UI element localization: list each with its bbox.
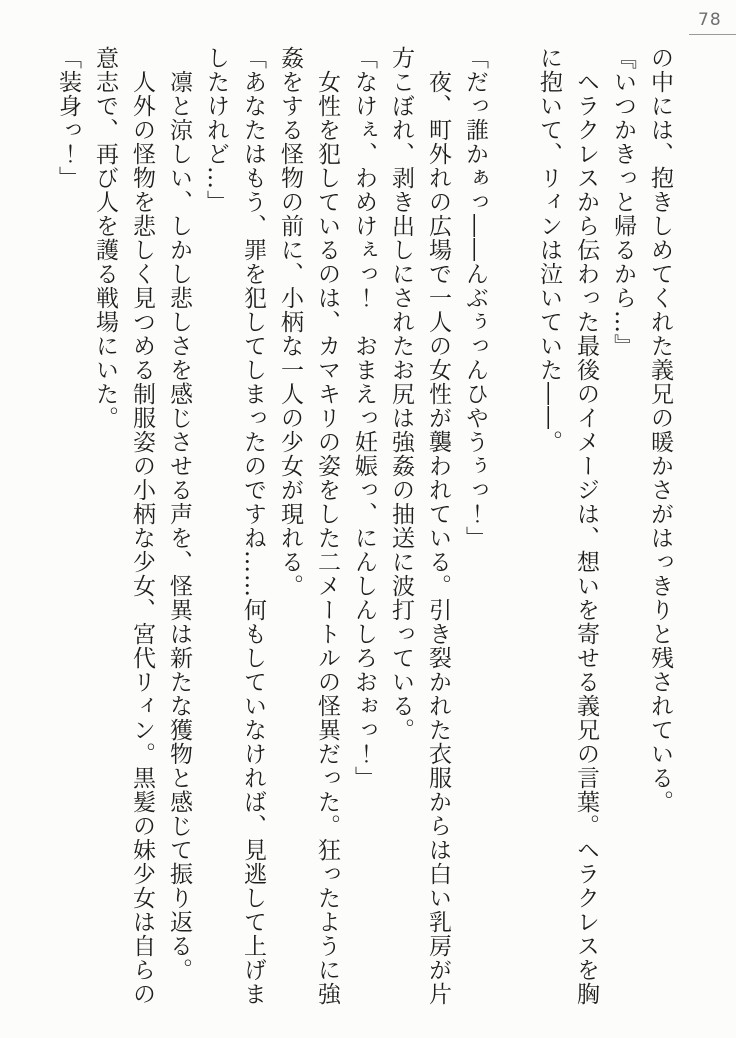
narration-paragraph: 女性を犯しているのは、カマキリの姿をした二メートルの怪異だった。狂ったように強姦をする怪物の前に、小柄な一人の少女が現れる。: [277, 46, 340, 1006]
page-number-value: 78: [698, 10, 722, 30]
dialogue-line: 「装身っ！」: [55, 46, 81, 190]
dialogue-line: 「だっ誰かぁっ――んぶぅっんひやうぅっ！」: [462, 46, 488, 550]
narration-continued: の中には、抱きしめてくれた義兄の暖かさがはっきりと残されている。: [647, 46, 673, 814]
dialogue-line: 「あなたはもう、罪を犯してしまったのですね……何もしていなければ、見逃して上げましたけれど…」: [203, 46, 266, 1006]
narration-paragraph: 凛と涼しい、しかし悲しさを感じさせる声を、怪異は新たな獲物と感じて振り返る。: [166, 46, 192, 982]
narration-paragraph: ヘラクレスから伝わった最後のイメージは、想いを寄せる義兄の言葉。ヘラクレスを胸に抱いて、リィンは泣いていた――。: [536, 46, 599, 1006]
page-number: [689, 10, 736, 35]
dialogue-line: 「なけぇ、わめけぇっ！ おまえっ妊娠っ、にんしんしろおぉっ！」: [351, 46, 377, 790]
narration-paragraph: 夜、町外れの広場で一人の女性が襲われている。引き裂かれた衣服からは白い乳房が片方こぼれ、剥き出しにされたお尻は強姦の抽送に波打っている。: [388, 46, 451, 1006]
text-block: [49, 46, 678, 1010]
narration-paragraph: 人外の怪物を悲しく見つめる制服姿の小柄な少女、宮代リィン。黒髪の妹少女は自らの意志で、再び人を護る戦場にいた。: [92, 46, 155, 1006]
scene-break: [493, 46, 530, 1010]
dialogue-line: 『いつかきっと帰るから…』: [610, 46, 636, 358]
